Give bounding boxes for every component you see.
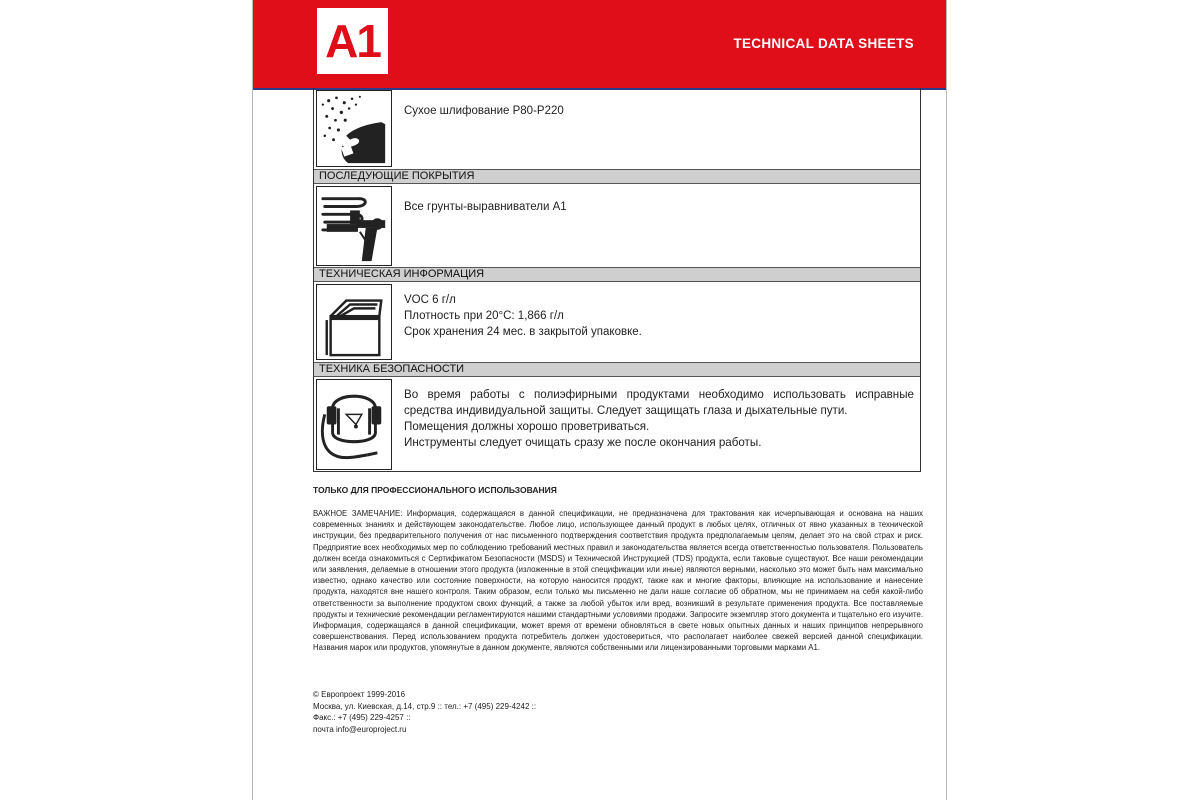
professional-use-notice: ТОЛЬКО ДЛЯ ПРОФЕССИОНАЛЬНОГО ИСПОЛЬЗОВАНИЯ	[313, 485, 557, 495]
sanding-row	[314, 88, 920, 169]
technical-info-text	[404, 292, 914, 340]
address-text: Москва, ул. Киевская, д.14, стр.9 :: тел.: +7 (495) 229-4242 ::	[313, 701, 537, 711]
density-line: Плотность при 20°С: 1,866 г/л	[404, 310, 564, 322]
document-page	[252, 0, 947, 800]
ventilation-line: Помещения должны хорошо проветриваться.	[404, 420, 650, 433]
section-heading-technical-info: ТЕХНИЧЕСКАЯ ИНФОРМАЦИЯ	[314, 267, 920, 282]
respirator-mask-icon	[316, 379, 392, 470]
tool-cleaning-line: Инструменты следует очищать сразу же после окончания работы.	[404, 436, 762, 449]
sanding-icon	[316, 90, 392, 167]
subsequent-coatings-text: Все грунты-выравниватели А1	[404, 201, 567, 213]
brand-logo: A1	[317, 8, 388, 74]
safety-paragraph: Во время работы с полиэфирными продуктами необходимо использовать исправные средства индивидуальной защиты. Следует защищать глаза и дыхательные пути.	[404, 388, 914, 417]
spray-gun-icon	[316, 186, 392, 266]
safety-text	[404, 387, 914, 451]
important-notice: ВАЖНОЕ ЗАМЕЧАНИЕ: Информация, содержащаяся в данной спецификации, не предназначена для трактования как исчерпывающая и основана на наших современных знаниях и действующем законодательстве. Любое лицо, использующее данный продукт в любых целях, отличных от явно указанных в технической инструкции, без предварительного получения от нас письменного подтверждения соответствия продукта предполагаемым целям, делает это на свой страх и риск. Предприятие всех необходимых мер по соблюдению требований местных правил и законодательства является всегда ответственностью пользователя. Пользователь должен всегда ознакомиться с Сертификатом Безопасности (MSDS) и Технической Инструкцией (TDS) продукта, если таковые существуют. Все наши рекомендации или заявления, делаемые в отношении этого продукта (изложенные в этой спецификации или иные) являются верными, насколько это может быть нам максимально известно, однако качество или состояние поверхности, на которую наносится продукт, также как и многие факторы, влияющие на использование и нанесение продукта, находятся вне нашего контроля. Таким образом, если только мы письменно не дали наше согласие об обратном, мы не принимаем на себя какой-либо ответственности за выполнение продуктом своих функций, а также за любой убыток или вред, возникший в результате применения продукта. Все поставляемые продукты и технические рекомендации регламентируются нашими стандартными условиями продажи. Запросите экземпляр этого документа и тщательно его изучите. Информация, содержащаяся в данной спецификации, может время от времени обновляться в свете новых опытных данных и наших принципов непрерывного совершенствования. Перед использованием продукта потребитель должен удостовериться, что располагает наиболее свежей версией данной спецификации. Названия марок или продуктов, упомянутые в данном документе, являются собственными или лицензированными торговыми марками А1.	[313, 509, 923, 653]
header-banner	[253, 0, 946, 90]
header-title: TECHNICAL DATA SHEETS	[733, 36, 914, 51]
copyright-text: © Европроект 1999-2016	[313, 690, 406, 699]
data-sheet-table	[313, 88, 921, 472]
shelf-life-line: Срок хранения 24 мес. в закрытой упаковке.	[404, 326, 642, 338]
fax-text: Факс.: +7 (495) 229-4257 ::	[313, 713, 411, 722]
voc-line: VOC 6 г/л	[404, 294, 456, 306]
section-heading-subsequent-coatings: ПОСЛЕДУЮЩИЕ ПОКРЫТИЯ	[314, 169, 920, 184]
section-heading-safety: ТЕХНИКА БЕЗОПАСНОСТИ	[314, 362, 920, 377]
email-text: почта info@europroject.ru	[313, 724, 407, 734]
footer-contacts	[313, 689, 536, 735]
safety-row	[314, 377, 920, 472]
technical-info-row	[314, 282, 920, 362]
book-icon	[316, 284, 392, 360]
sanding-text: Сухое шлифование Р80-Р220	[404, 105, 564, 117]
subsequent-coatings-row	[314, 184, 920, 268]
